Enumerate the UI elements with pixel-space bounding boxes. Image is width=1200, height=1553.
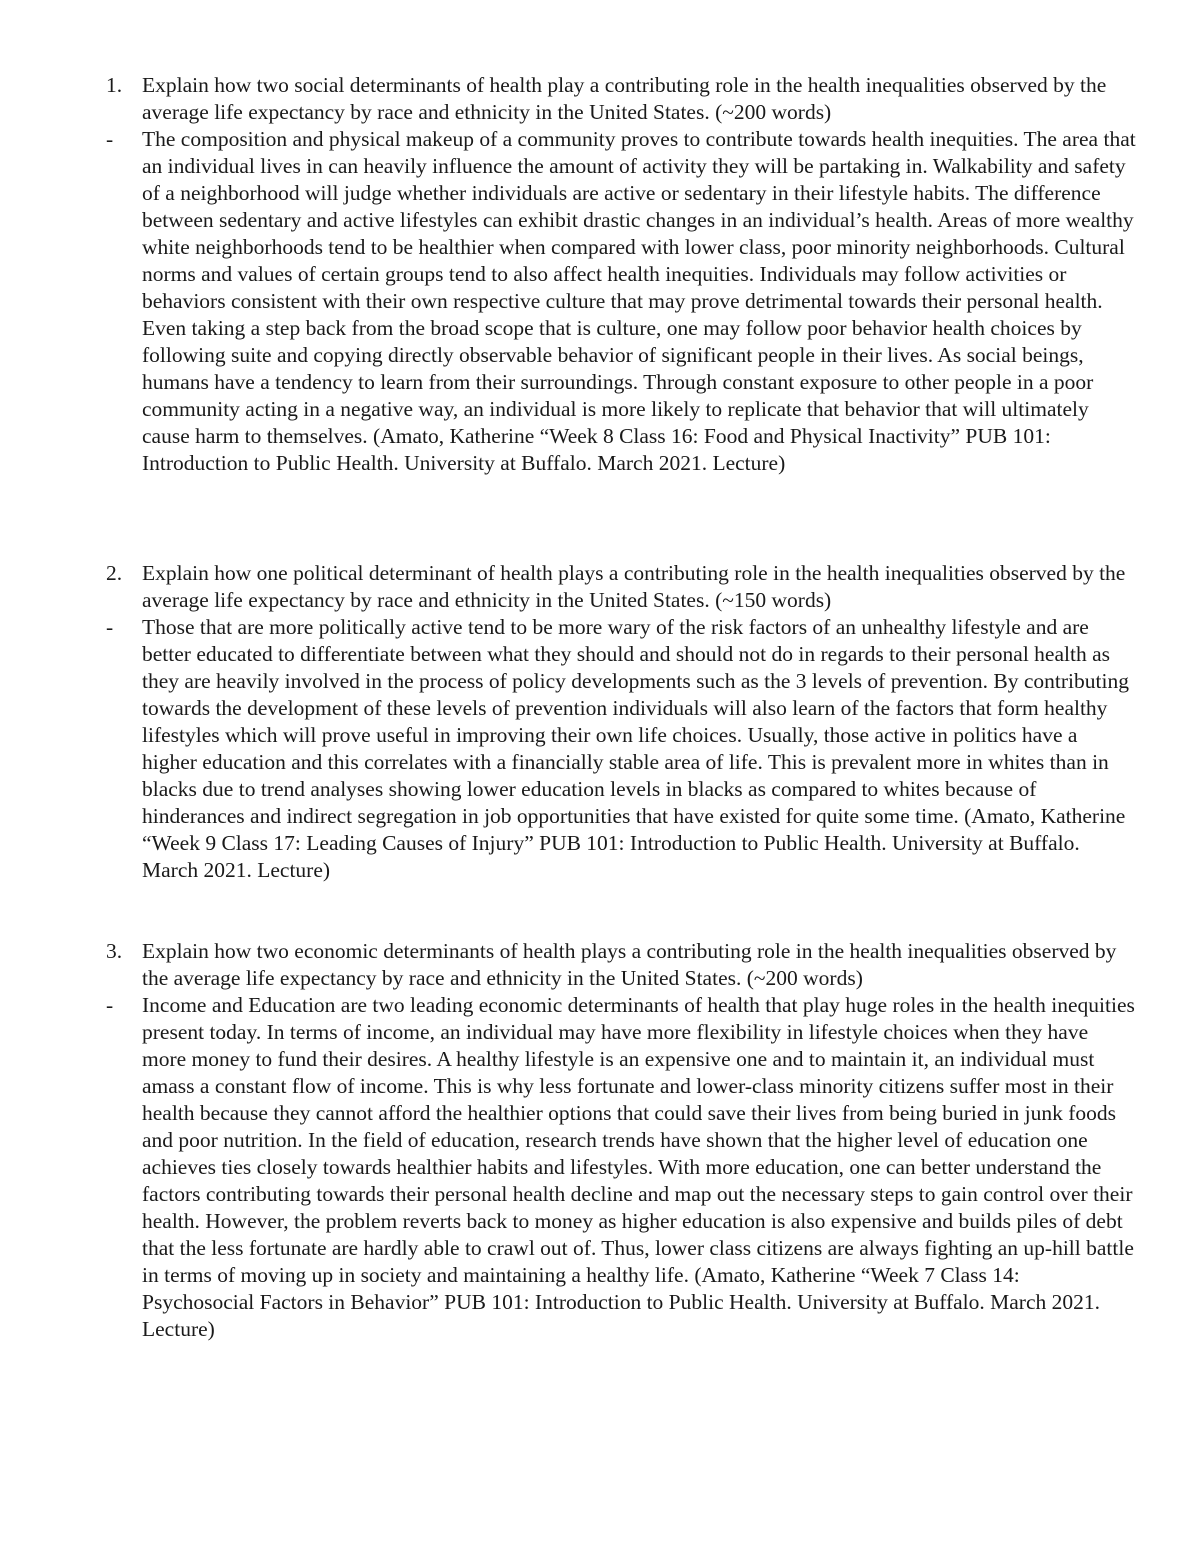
answer-dash-marker: - (106, 993, 114, 1017)
question-prompt: Explain how two social determinants of health play a contributing role in the health inequalities observed by the average life expectancy by race and ethnicity in the United States. (~200 words) (142, 73, 1107, 124)
answer-text: The composition and physical makeup of a community proves to contribute towards health inequities. The area that an individual lives in can heavily influence the amount of activity they will be partaking in. Walkability and safety of a neighborhood will judge whether individuals are active or sedentary in their lifestyle habits. The difference between sedentary and active lifestyles can exhibit drastic changes in an individual’s health. Areas of more wealthy white neighborhoods tend to be healthier when compared with lower class, poor minority neighborhoods. Cultural norms and values of certain groups tend to also affect health inequities. Individuals may follow activities or behaviors consistent with their own respective culture that may prove detrimental towards their personal health. Even taking a step back from the broad scope that is culture, one may follow poor behavior health choices by following suite and copying directly observable behavior of significant people in their lives. As social beings, humans have a tendency to learn from their surroundings. Through constant exposure to other people in a poor community acting in a negative way, an individual is more likely to replicate that behavior that will ultimately cause harm to themselves. (Amato, Katherine “Week 8 Class 16: Food and Physical Inactivity” PUB 101: Introduction to Public Health. University at Buffalo. March 2021. Lecture) (142, 127, 1136, 475)
question-2-block (106, 560, 1136, 884)
question-2-prompt-row (106, 560, 1136, 614)
question-prompt: Explain how one political determinant of health plays a contributing role in the health inequalities observed by the average life expectancy by race and ethnicity in the United States. (~150 words) (142, 561, 1126, 612)
answer-dash-marker: - (106, 127, 114, 151)
question-1-answer-row (106, 126, 1136, 477)
question-3-answer-row (106, 992, 1136, 1343)
question-number: 2. (106, 561, 123, 585)
answer-text: Those that are more politically active tend to be more wary of the risk factors of an unhealthy lifestyle and are better educated to differentiate between what they should and should not do in regards to their personal health as they are heavily involved in the process of policy developments such as the 3 levels of prevention. By contributing towards the development of these levels of prevention individuals will also learn of the factors that form healthy lifestyles which will prove useful in improving their own life choices. Usually, those active in politics have a higher education and this correlates with a financially stable area of life. This is prevalent more in whites than in blacks due to trend analyses showing lower education levels in blacks as compared to whites because of hinderances and indirect segregation in job opportunities that have existed for quite some time. (Amato, Katherine “Week 9 Class 17: Leading Causes of Injury” PUB 101: Introduction to Public Health. University at Buffalo. March 2021. Lecture) (142, 615, 1129, 882)
question-1-block (106, 72, 1136, 477)
answer-dash-marker: - (106, 615, 114, 639)
question-number: 1. (106, 73, 123, 97)
question-prompt: Explain how two economic determinants of health plays a contributing role in the health inequalities observed by the average life expectancy by race and ethnicity in the United States. (~200 words) (142, 939, 1117, 990)
question-number: 3. (106, 939, 123, 963)
question-2-answer-row (106, 614, 1136, 884)
question-3-prompt-row (106, 938, 1136, 992)
question-3-block (106, 938, 1136, 1343)
answer-text: Income and Education are two leading economic determinants of health that play huge roles in the health inequities present today. In terms of income, an individual may have more flexibility in lifestyle choices when they have more money to fund their desires. A healthy lifestyle is an expensive one and to maintain it, an individual must amass a constant flow of income. This is why less fortunate and lower-class minority citizens suffer most in their health because they cannot afford the healthier options that could save their lives from being buried in junk foods and poor nutrition. In the field of education, research trends have shown that the higher level of education one achieves ties closely towards healthier habits and lifestyles. With more education, one can better understand the factors contributing towards their personal health decline and map out the necessary steps to gain control over their health. However, the problem reverts back to money as higher education is also expensive and builds piles of debt that the less fortunate are hardly able to crawl out of. Thus, lower class citizens are always fighting an up-hill battle in terms of moving up in society and maintaining a healthy life. (Amato, Katherine “Week 7 Class 14: Psychosocial Factors in Behavior” PUB 101: Introduction to Public Health. University at Buffalo. March 2021. Lecture) (142, 993, 1135, 1341)
question-1-prompt-row (106, 72, 1136, 126)
